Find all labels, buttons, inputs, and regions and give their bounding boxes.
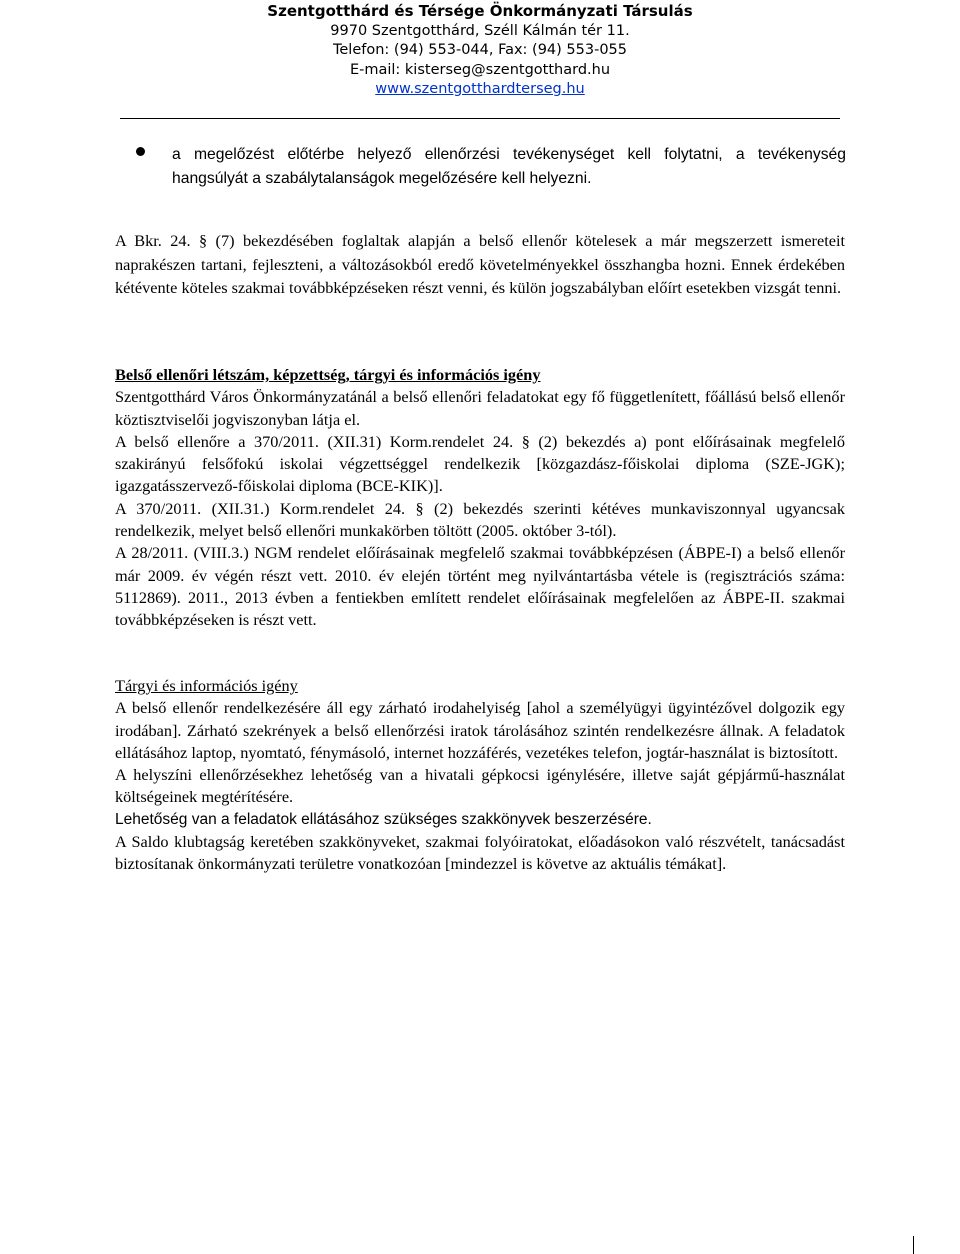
bullet-icon [136,147,145,156]
staffing-paragraph-3: A 370/2011. (XII.31.) Korm.rendelet 24. § (2) bekezdés szerinti kétéves munkaviszonnyal ugyancsak rendelkezik, melyet belső ellenőri munkakörben töltött (2005. október 3-tól). [115,498,845,541]
page-corner-mark [913,1236,914,1254]
staffing-section [115,364,845,632]
staffing-section-heading: Belső ellenőri létszám, képzettség, tárgyi és információs igény [115,365,541,384]
resources-paragraph-3: Lehetőség van a feladatok ellátásához szükséges szakkönyvek beszerzésére. [115,810,652,828]
header-separator-line [120,118,840,119]
organization-email: E-mail: kisterseg@szentgotthard.hu [349,61,611,78]
staffing-paragraph-1: Szentgotthárd Város Önkormányzatánál a belső ellenőri feladatokat egy fő függetlenített, főállású belső ellenőr köztisztviselői jogviszonyban látja el. [115,387,845,429]
resources-section-heading: Tárgyi és információs igény [115,676,298,695]
bullet-item-text: a megelőzést előtérbe helyező ellenőrzési tevékenységet kell folytatni, a tevékenység hangsúlyát a szabálytalanságok megelőzésére kell helyezni. [172,146,846,187]
staffing-paragraph-2: A belső ellenőre a 370/2011. (XII.31) Korm.rendelet 24. § (2) bekezdés a) pont előírásainak megfelelő szakirányú felsőfokú iskolai végzettséggel rendelkezik [közgazdász-főiskolai diploma (SZE-JGK); igazgatásszervező-főiskolai diploma (BCE-KIK)]. [115,431,845,496]
organization-phone-fax: Telefon: (94) 553-044, Fax: (94) 553-055 [332,42,628,58]
resources-section [115,675,845,876]
organization-name: Szentgotthárd és Térsége Önkormányzati Társulás [267,2,693,20]
bkr-paragraph [115,229,845,300]
resources-paragraph-4: A Saldo klubtagság keretében szakkönyveket, szakmai folyóiratokat, előadásokon való részvételt, tanácsadást biztosítanak önkormányzati területre vonatkozóan [mindezzel is követve az aktuális témákat]. [115,832,845,874]
resources-paragraph-2: A helyszíni ellenőrzésekhez lehetőség van a hivatali gépkocsi igénylésére, illetve saját gépjármű-használat költségeinek megtérítésére. [115,765,845,807]
organization-website-link[interactable]: www.szentgotthardterseg.hu [375,81,585,97]
bkr-paragraph-text: A Bkr. 24. § (7) bekezdésében foglaltak alapján a belső ellenőr kötelesek a már megszerzett ismereteit naprakészen tartani, fejleszteni, a változásokból eredő követelményekkel összhangba hozni. Ennek érdekében kétévente köteles szakmai továbbképzéseken részt venni, és külön jogszabályban előírt esetekben vizsgát tenni. [115,231,845,298]
resources-paragraph-1: A belső ellenőr rendelkezésére áll egy zárható irodahelyiség [ahol a személyügyi ügyintézővel dolgozik egy irodában]. Zárható szekrények a belső ellenőrzési iratok tárolásához szintén rendelkezésre állnak. A feladatok ellátásához laptop, nyomtató, fénymásoló, internet hozzáférés, vezetékes telefon, jogtár-használat is biztosított. [115,698,845,762]
staffing-paragraph-4: A 28/2011. (VIII.3.) NGM rendelet előírásainak megfelelő szakmai továbbképzésen (ÁBPE-I) a belső ellenőr már 2009. év végén részt vett. 2010. év elején történt meg nyilvántartásba vétele is (regisztrációs száma: 5112869). 2011., 2013 évben a fentiekben említett rendelet előírásainak megfelelően az ÁBPE-II. szakmai továbbképzéseken is részt vett. [115,543,845,630]
organization-address: 9970 Szentgotthárd, Széll Kálmán tér 11. [330,22,630,39]
letterhead [0,2,960,100]
